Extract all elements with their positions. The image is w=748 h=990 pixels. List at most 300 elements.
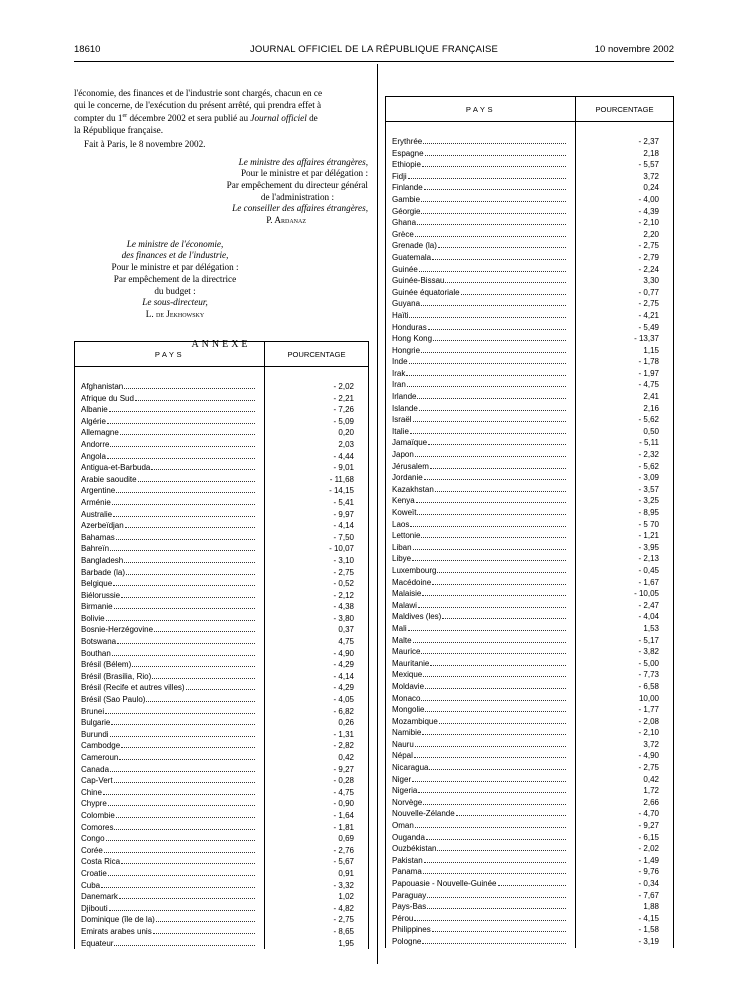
dot-leader [419, 264, 566, 272]
dot-leader [121, 740, 255, 748]
country-cell [75, 891, 265, 903]
country-name: Afghanistan [81, 382, 124, 391]
country-name: Equateur [81, 938, 114, 948]
table-row [75, 567, 369, 579]
dot-leader [103, 787, 255, 795]
paragraph-text: compter du 1 [74, 113, 123, 124]
percentage-cell: - 3,80 [265, 613, 369, 625]
country-cell [386, 495, 576, 507]
left-column [74, 88, 368, 350]
dot-leader [421, 298, 566, 306]
country-name: Fidji [392, 171, 407, 181]
percentage-cell: - 2,37 [576, 136, 674, 148]
percentage-cell: 0,50 [576, 426, 674, 438]
country-cell [75, 532, 265, 544]
page-header [74, 44, 674, 58]
dot-leader [433, 333, 566, 341]
country-cell [386, 252, 576, 264]
dot-leader [110, 439, 255, 447]
percentage-cell: - 3,57 [576, 484, 674, 496]
percentage-cell: 0,69 [265, 833, 369, 845]
table-row [75, 938, 369, 950]
percentage-cell: - 4,00 [576, 194, 674, 206]
dot-leader [422, 727, 566, 735]
dot-leader [422, 588, 566, 596]
dot-leader [417, 217, 566, 225]
country-name: Botswana [81, 637, 117, 647]
percentage-cell: - 4,05 [265, 694, 369, 706]
country-name: Guyana [392, 299, 421, 309]
dot-leader [109, 404, 255, 412]
table-row [75, 381, 369, 393]
table-row [386, 866, 674, 878]
country-cell [75, 648, 265, 660]
dot-leader [107, 416, 255, 424]
table-row [386, 553, 674, 565]
percentage-cell: - 2,10 [576, 217, 674, 229]
table-row [75, 474, 369, 486]
percentage-cell: - 2,12 [265, 590, 369, 602]
table-row [75, 671, 369, 683]
country-name: Arménie [81, 497, 111, 507]
percentage-cell: - 1,97 [576, 368, 674, 380]
table-row [386, 878, 674, 890]
country-name: Brunei [81, 706, 105, 716]
table-row [386, 472, 674, 484]
country-cell [386, 635, 576, 647]
country-name: Danemark [81, 892, 118, 902]
percentage-cell: 3,30 [576, 275, 674, 287]
country-cell [386, 333, 576, 345]
percentage-cell: - 1,81 [265, 822, 369, 834]
country-cell [75, 682, 265, 694]
table-row [75, 590, 369, 602]
country-cell [75, 439, 265, 451]
country-cell [386, 298, 576, 310]
country-cell [386, 704, 576, 716]
country-cell [386, 901, 576, 913]
table-row [75, 798, 369, 810]
dot-leader [409, 356, 566, 364]
dot-leader [409, 310, 566, 318]
percentage-cell: 0,91 [265, 868, 369, 880]
country-cell [386, 507, 576, 519]
table-row [75, 659, 369, 671]
country-name: Niger [392, 774, 412, 784]
percentage-table-right [385, 96, 674, 948]
country-name: Irlande [392, 392, 417, 402]
country-name: Chine [81, 787, 102, 797]
country-cell [75, 775, 265, 787]
country-cell [386, 588, 576, 600]
country-cell [386, 924, 576, 936]
country-cell [386, 159, 576, 171]
country-cell [386, 472, 576, 484]
table-row [386, 901, 674, 913]
paragraph-line [74, 111, 368, 125]
signature-line: du budget : [154, 285, 196, 296]
country-cell [75, 938, 265, 950]
dot-leader [119, 752, 255, 760]
country-cell [386, 762, 576, 774]
dot-leader [113, 578, 255, 586]
dot-leader [421, 646, 566, 654]
table-row [386, 182, 674, 194]
percentage-cell: - 2,79 [576, 252, 674, 264]
table-row [386, 252, 674, 264]
dot-leader [408, 171, 566, 179]
percentage-cell: 3,72 [576, 739, 674, 751]
superscript: er [122, 113, 128, 119]
table-row [386, 426, 674, 438]
percentage-cell: - 2,75 [576, 298, 674, 310]
country-cell [75, 520, 265, 532]
percentage-cell: - 2,21 [265, 393, 369, 405]
dot-leader [110, 543, 255, 551]
dot-leader [410, 426, 566, 434]
dot-leader [438, 240, 566, 248]
dot-leader [109, 903, 255, 911]
percentage-cell: - 10,05 [576, 588, 674, 600]
percentage-cell: 0,42 [576, 774, 674, 786]
country-cell [386, 693, 576, 705]
percentage-cell: - 2,76 [265, 845, 369, 857]
country-cell [386, 368, 576, 380]
percentage-cell: - 1,77 [576, 704, 674, 716]
table-row [75, 404, 369, 416]
percentage-cell: - 1,64 [265, 810, 369, 822]
country-name: Argentine [81, 486, 116, 496]
percentage-cell: - 3,09 [576, 472, 674, 484]
percentage-cell: - 4,90 [265, 648, 369, 660]
country-cell [386, 577, 576, 589]
percentage-cell: - 9,97 [265, 509, 369, 521]
publication-date: 10 novembre 2002 [594, 44, 674, 55]
country-name: Emirats arabes unis [81, 926, 152, 936]
percentage-cell: - 5,62 [576, 461, 674, 473]
country-name: Kazakhstan [392, 484, 434, 494]
dot-leader [421, 345, 566, 353]
table-row [386, 345, 674, 357]
percentage-cell: - 4,90 [576, 750, 674, 762]
table-row [75, 926, 369, 938]
table-row [386, 785, 674, 797]
country-name: Jordanie [392, 473, 423, 483]
percentage-cell: - 4,14 [265, 520, 369, 532]
percentage-cell: - 11,68 [265, 474, 369, 486]
decree-paragraph [74, 88, 368, 136]
dot-leader [437, 843, 566, 851]
country-cell [75, 497, 265, 509]
percentage-table-left [74, 338, 369, 949]
percentage-cell: - 2,75 [265, 567, 369, 579]
country-name: Ethiopie [392, 160, 421, 170]
percentage-cell: - 4,82 [265, 903, 369, 915]
table-row [75, 543, 369, 555]
table-row [386, 635, 674, 647]
country-cell [386, 565, 576, 577]
table-row [386, 298, 674, 310]
table-row [75, 775, 369, 787]
country-name: Guatemala [392, 252, 432, 262]
country-name: Israël [392, 415, 412, 425]
percentage-cell: 10,00 [576, 693, 674, 705]
country-name: Costa Rica [81, 857, 121, 867]
country-name: Algérie [81, 416, 106, 426]
country-cell [386, 820, 576, 832]
dot-leader [108, 868, 255, 876]
table-row [75, 717, 369, 729]
country-cell [75, 381, 265, 393]
percentage-cell: - 4,29 [265, 659, 369, 671]
country-name: Bahamas [81, 532, 115, 542]
country-name: Belgique [81, 579, 113, 589]
country-cell [386, 553, 576, 565]
country-cell [386, 194, 576, 206]
dot-leader [432, 577, 566, 585]
signature-line: des finances et de l'industrie, [121, 250, 229, 261]
country-name: Biélorussie [81, 590, 121, 600]
table-row [386, 356, 674, 368]
country-name: Antigua-et-Barbuda [81, 463, 151, 473]
table-row [75, 416, 369, 428]
table-row [386, 669, 674, 681]
table-row [75, 810, 369, 822]
dot-leader [105, 706, 255, 714]
dot-leader [425, 681, 566, 689]
country-name: Maurice [392, 647, 421, 657]
dot-leader [112, 648, 255, 656]
table-row [386, 542, 674, 554]
percentage-cell: 2,18 [576, 148, 674, 160]
country-name: Bahreïn [81, 544, 110, 554]
country-cell [386, 345, 576, 357]
table-row [386, 519, 674, 531]
dot-leader [421, 693, 566, 701]
percentage-cell: - 5,67 [265, 856, 369, 868]
percentage-cell: - 6,58 [576, 681, 674, 693]
dot-leader [138, 474, 255, 482]
country-name: Guinée équatoriale [392, 287, 460, 297]
table-row [75, 740, 369, 752]
percentage-cell: - 2,08 [576, 716, 674, 728]
table-row [386, 727, 674, 739]
country-name: Oman [392, 821, 414, 831]
country-cell [75, 752, 265, 764]
table-row [386, 797, 674, 809]
country-name: Liban [392, 542, 412, 552]
percentage-cell: - 9,76 [576, 866, 674, 878]
table-row [75, 497, 369, 509]
country-name: Grèce [392, 229, 414, 239]
dot-leader [435, 484, 566, 492]
percentage-cell: - 4,21 [576, 310, 674, 322]
country-name: Azerbeïdjan [81, 521, 124, 531]
percentage-cell: - 4,15 [576, 913, 674, 925]
dot-leader [418, 600, 566, 608]
dot-leader [126, 567, 255, 575]
country-name: Géorgie [392, 206, 421, 216]
table-row [386, 379, 674, 391]
signature-line: Le ministre des affaires étrangères, [238, 156, 368, 167]
country-cell [386, 414, 576, 426]
dot-leader [415, 229, 566, 237]
country-cell [386, 727, 576, 739]
country-name: Norvège [392, 797, 423, 807]
dot-leader [113, 509, 255, 517]
table-row [386, 264, 674, 276]
table-row [75, 555, 369, 567]
table-row [386, 658, 674, 670]
country-cell [386, 182, 576, 194]
country-name: Cameroun [81, 753, 119, 762]
country-cell [386, 171, 576, 183]
country-name: Birmanie [81, 602, 113, 612]
table-row [75, 822, 369, 834]
column-header-pourcentage: POURCENTAGE [576, 97, 674, 122]
table-row [75, 845, 369, 857]
column-divider [377, 64, 378, 964]
country-cell [75, 903, 265, 915]
country-cell [75, 694, 265, 706]
dot-leader [408, 623, 566, 631]
percentage-cell: - 5,41 [265, 497, 369, 509]
table-row [386, 322, 674, 334]
dot-leader [107, 451, 255, 459]
table-row [75, 856, 369, 868]
percentage-cell: - 0,28 [265, 775, 369, 787]
country-name: Chypre [81, 799, 107, 809]
journal-title: JOURNAL OFFICIEL DE LA RÉPUBLIQUE FRANÇAISE [249, 44, 499, 55]
table-row [386, 924, 674, 936]
table-row [386, 936, 674, 948]
table-row [75, 648, 369, 660]
country-cell [75, 416, 265, 428]
country-cell [386, 750, 576, 762]
country-name: Andorre [81, 439, 110, 449]
country-cell [75, 729, 265, 741]
percentage-cell: 0,42 [265, 752, 369, 764]
country-name: Islande [392, 403, 418, 413]
dot-leader [111, 717, 255, 725]
dot-leader [116, 532, 255, 540]
dot-leader [445, 275, 566, 283]
dot-leader [125, 520, 255, 528]
dot-leader [424, 472, 566, 480]
table-row [386, 762, 674, 774]
journal-name: Journal officiel [250, 113, 307, 124]
signatory-name: P. Ardanaz [266, 215, 306, 226]
percentage-cell: 0,26 [265, 717, 369, 729]
percentage-cell: - 3,32 [265, 880, 369, 892]
country-name: Bulgarie [81, 718, 111, 728]
country-cell [386, 449, 576, 461]
country-name: Canada [81, 764, 110, 774]
country-name: Koweït [392, 508, 417, 517]
country-name: Corée [81, 845, 103, 855]
table-row [75, 729, 369, 741]
table-row [75, 485, 369, 497]
country-cell [386, 322, 576, 334]
paragraph-line: l'économie, des finances et de l'industrie sont chargés, chacun en ce [74, 88, 323, 98]
country-cell [386, 646, 576, 658]
signature-block-economie [74, 239, 368, 321]
table-row [386, 449, 674, 461]
country-name: Pologne [392, 936, 422, 946]
country-cell [75, 567, 265, 579]
country-name: Pérou [392, 913, 414, 923]
paragraph-line: qui le concerne, de l'exécution du présent arrêté, qui prendra effet à [74, 99, 322, 110]
percentage-cell: - 1,31 [265, 729, 369, 741]
table-row [386, 206, 674, 218]
percentage-cell: - 2,82 [265, 740, 369, 752]
table-row [386, 681, 674, 693]
percentage-cell: - 5,57 [576, 159, 674, 171]
country-name: Malawi [392, 600, 417, 610]
country-cell [75, 659, 265, 671]
country-name: Iran [392, 380, 406, 390]
country-name: Mozambique [392, 716, 438, 726]
percentage-cell: - 8,95 [576, 507, 674, 519]
country-cell [386, 808, 576, 820]
signature-line: Pour le ministre et par délégation : [111, 262, 239, 273]
dot-leader [124, 381, 255, 389]
signature-line: Le ministre de l'économie, [126, 238, 224, 249]
table-row [386, 414, 674, 426]
country-name: Mauritanie [392, 658, 430, 668]
country-name: Paraguay [392, 890, 427, 900]
percentage-cell: 1,95 [265, 938, 369, 950]
percentage-cell: - 0,77 [576, 287, 674, 299]
country-name: Malte [392, 635, 412, 645]
dot-leader [120, 427, 255, 435]
table-row [75, 694, 369, 706]
country-cell [386, 878, 576, 890]
percentage-cell: - 7,50 [265, 532, 369, 544]
percentage-cell: 0,37 [265, 624, 369, 636]
country-name: Afrique du Sud [81, 393, 134, 403]
table-row [75, 833, 369, 845]
percentage-cell: - 3,10 [265, 555, 369, 567]
country-name: Brésil (Brasilia, Rio) [81, 671, 152, 681]
country-cell [386, 356, 576, 368]
dot-leader [153, 926, 255, 934]
country-name: Comores [81, 822, 114, 832]
dot-leader [428, 322, 566, 330]
dot-leader [110, 729, 255, 737]
country-cell [386, 936, 576, 948]
country-name: Moldavie [392, 681, 425, 691]
dot-leader [417, 391, 566, 399]
dot-leader [116, 810, 255, 818]
country-name: Maldives (les) [392, 612, 442, 622]
percentage-cell: - 1,21 [576, 530, 674, 542]
table-row [386, 855, 674, 867]
table-row [386, 159, 674, 171]
country-cell [75, 451, 265, 463]
country-name: Bangladesh [81, 555, 124, 565]
country-name: Luxembourg [392, 565, 437, 575]
header-rule [74, 61, 674, 62]
dot-leader [423, 136, 566, 144]
country-cell [75, 740, 265, 752]
table-row [75, 427, 369, 439]
country-cell [75, 717, 265, 729]
table-row [386, 820, 674, 832]
table-row [75, 752, 369, 764]
country-name: Lettonie [392, 531, 421, 541]
table-row [75, 764, 369, 776]
